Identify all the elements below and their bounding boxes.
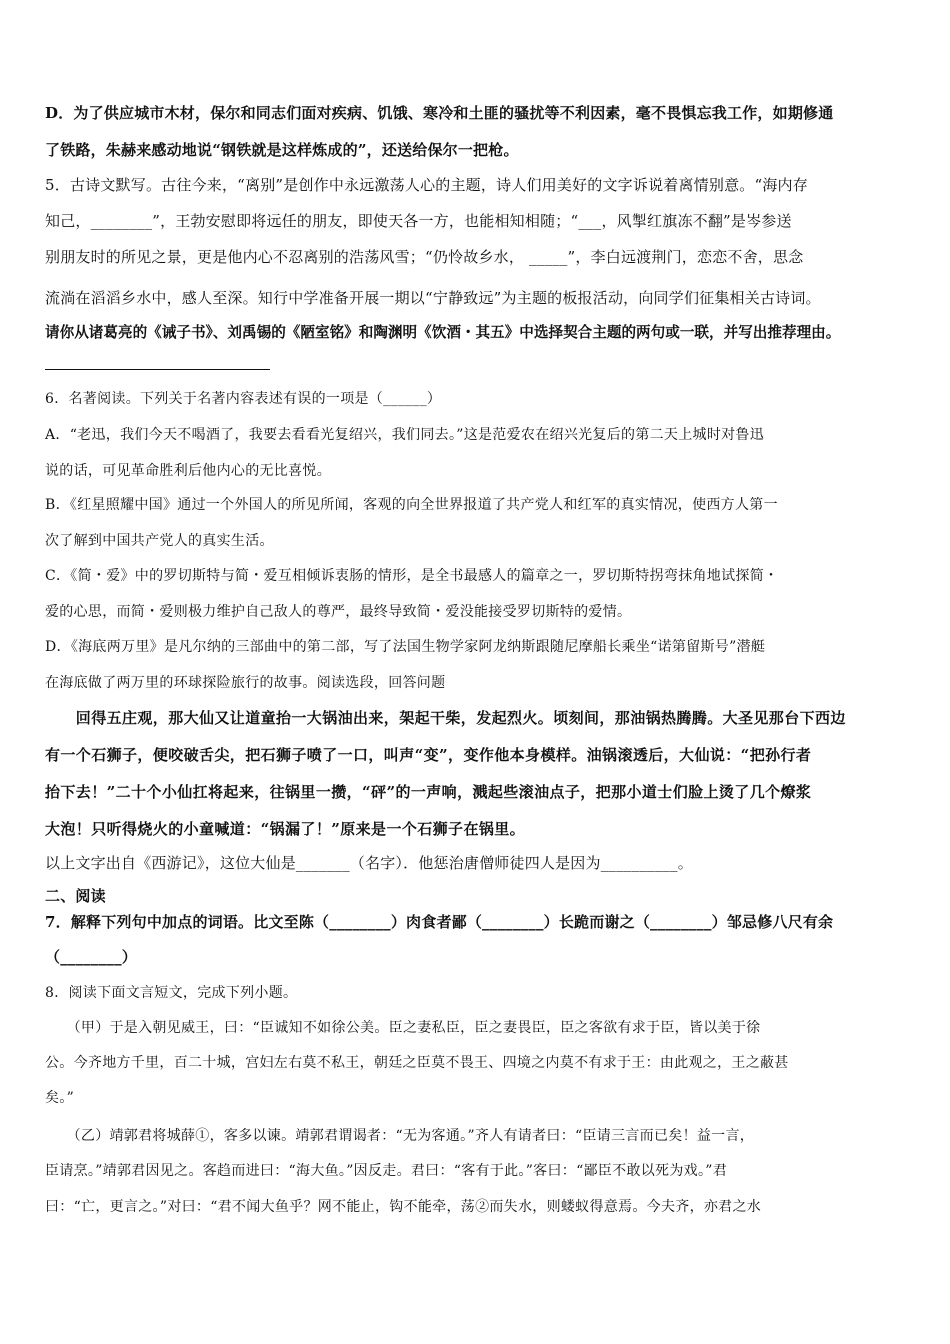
q4-option-d-line-2: 了铁路，朱赫来感动地说“钢铁就是这样炼成的”，还送给保尔一把枪。 (45, 141, 519, 159)
q8-passage-b-line-2: 臣请烹。”靖郭君因见之。客趋而进曰：“海大鱼。”因反走。君曰：“客有于此。”客曰：“鄙臣不敢以死为戏。”君 (45, 1163, 727, 1179)
q6-option-c-line-2: 爱的心思，而简・爱则极力维护自己敌人的尊严，最终导致简・爱没能接受罗切斯特的爱情。 (45, 604, 632, 620)
q8-passage-a-line-3: 矣。” (45, 1090, 75, 1106)
xiyouji-question: 以上文字出自《西游记》，这位大仙是_______（名字）．他惩治唐僧师徒四人是因为__________。 (45, 854, 693, 872)
xiyouji-excerpt-line-1: 回得五庄观，那大仙又让道童抬一大锅油出来，架起干柴，发起烈火。顷刻间，那油锅热腾腾。大圣见那台下西边 (45, 709, 846, 727)
q6-option-c-line-1: C．《简・爱》中的罗切斯特与简・爱互相倾诉衷肠的情形，是全书最感人的篇章之一，罗切斯特拐弯抹角地试探简・ (45, 568, 779, 584)
q6-option-a-line-1: A．“老迅，我们今天不喝酒了，我要去看看光复绍兴，我们同去。”这是范爱农在绍兴光复后的第二天上城时对鲁迅 (45, 427, 765, 443)
q8-stem: 8．阅读下面文言短文，完成下列小题。 (45, 985, 298, 1001)
xiyouji-excerpt-line-3: 抬下去！”二十个小仙扛将起来，往锅里一攒，“砰”的一声响，溅起些滚油点子，把那小道士们脸上烫了几个燎浆 (45, 783, 812, 801)
q6-option-b-line-1: B．《红星照耀中国》通过一个外国人的所见所闻，客观的向全世界报道了共产党人和红军的真实情况，使西方人第一 (45, 497, 778, 513)
q4-option-d-line-1: D．为了供应城市木材，保尔和同志们面对疾病、饥饿、寒冷和土匪的骚扰等不利因素，毫不畏惧忘我工作，如期修通 (45, 104, 834, 122)
q6-option-d-line-2: 在海底做了两万里的环球探险旅行的故事。阅读选段，回答问题 (45, 675, 446, 691)
q8-passage-a-line-1: （甲）于是入朝见威王，曰：“臣诚知不如徐公美。臣之妻私臣，臣之妻畏臣，臣之客欲有求于臣，皆以美于徐 (45, 1020, 761, 1036)
q5-line-3: 别朋友时的所见之景，更是他内心不忍离别的浩荡风雪；“仍怜故乡水， _____”，李白远渡荆门，恋恋不舍，思念 (45, 248, 804, 266)
q5-line-1: 5．古诗文默写。古往今来，“离别”是创作中永远激荡人心的主题，诗人们用美好的文字诉说着离情别意。“海内存 (45, 176, 808, 194)
q5-line-2: 知己，________”，王勃安慰即将远任的朋友，即使天各一方，也能相知相随；“___，风掣红旗冻不翻”是岑参送 (45, 212, 792, 230)
q5-line-5: 请你从诸葛亮的《诫子书》、刘禹锡的《陋室铭》和陶渊明《饮酒・其五》中选择契合主题的两句或一联，并写出推荐理由。 (45, 324, 841, 341)
q6-option-d-line-1: D．《海底两万里》是凡尔纳的三部曲中的第二部，写了法国生物学家阿龙纳斯跟随尼摩船长乘坐“诺第留斯号”潜艇 (45, 639, 766, 655)
q7-line-2: （________） (45, 948, 138, 966)
q6-option-b-line-2: 次了解到中国共产党人的真实生活。 (45, 533, 274, 549)
answer-blank-line (45, 369, 270, 370)
xiyouji-excerpt-line-4: 大泡！只听得烧火的小童喊道：“锅漏了！”原来是一个石狮子在锅里。 (45, 820, 526, 838)
xiyouji-excerpt-line-2: 有一个石狮子，便咬破舌尖，把石狮子喷了一口，叫声“变”，变作他本身模样。油锅滚透后，大仙说：“把孙行者 (45, 746, 812, 764)
q8-passage-b-line-1: （乙）靖郭君将城薛①，客多以谏。靖郭君谓谒者：“无为客通。”齐人有请者曰：“臣请三言而已矣！益一言， (45, 1128, 755, 1144)
q6-option-a-line-2: 说的话，可见革命胜利后他内心的无比喜悦。 (45, 463, 331, 479)
q5-line-4: 流淌在滔滔乡水中，感人至深。知行中学准备开展一期以“宁静致远”为主题的板报活动，向同学们征集相关古诗词。 (45, 289, 821, 307)
q8-passage-b-line-3: 曰：“亡，更言之。”对曰：“君不闻大鱼乎？网不能止，钩不能牵，荡②而失水，则蝼蚁得意焉。今夫齐，亦君之水 (45, 1199, 762, 1215)
section-reading-heading: 二、阅读 (45, 887, 106, 905)
q8-passage-a-line-2: 公。今齐地方千里，百二十城，宫妇左右莫不私王，朝廷之臣莫不畏王、四境之内莫不有求于王：由此观之，王之蔽甚 (45, 1055, 789, 1071)
q7-line-1: 7．解释下列句中加点的词语。比文至陈（________）肉食者鄙（________）长跪而谢之（________）邹忌修八尺有余 (45, 913, 834, 931)
q6-stem: 6．名著阅读。下列关于名著内容表述有误的一项是（______） (45, 391, 442, 407)
